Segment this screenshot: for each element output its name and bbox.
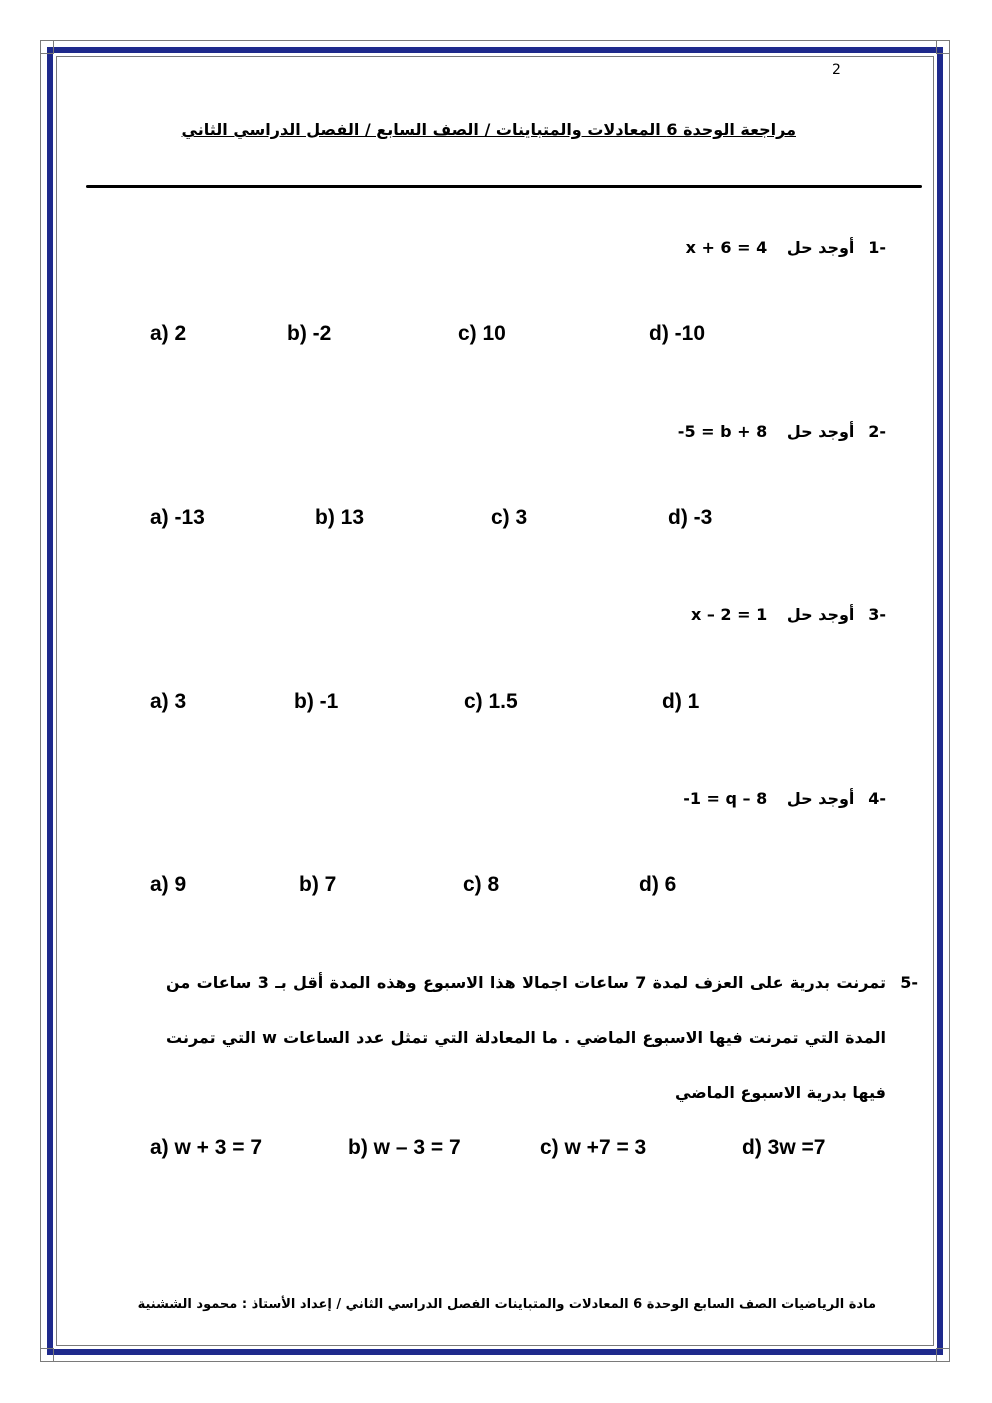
- question-number: -3: [868, 605, 886, 624]
- question-equation: x + 6 = 4: [685, 238, 768, 257]
- question-prompt: أوجد حل: [786, 422, 855, 441]
- choice-b[interactable]: b) -1: [294, 690, 339, 713]
- choice-a[interactable]: a) w + 3 = 7: [150, 1136, 263, 1159]
- choice-d[interactable]: d) 1: [662, 690, 700, 713]
- choice-d[interactable]: d) -10: [649, 322, 706, 345]
- choice-c[interactable]: c) 1.5: [464, 690, 518, 713]
- page-title: مراجعة الوحدة 6 المعادلات والمتباينات / الصف السابع / الفصل الدراسي الثاني: [181, 120, 796, 139]
- question-prompt: أوجد حل: [786, 238, 855, 257]
- choices-4: [0, 873, 992, 903]
- question-1: [686, 238, 886, 257]
- question-5: [166, 955, 918, 1120]
- border-corner-top-left: [40, 40, 54, 54]
- choices-1: [0, 322, 992, 352]
- question-number: -1: [868, 238, 886, 257]
- title-divider: [86, 185, 922, 188]
- choice-a[interactable]: a) -13: [150, 506, 205, 529]
- border-corner-bottom-left: [40, 1348, 54, 1362]
- question-equation: -5 = b + 8: [677, 422, 768, 441]
- question-equation: x – 2 = 1: [690, 605, 768, 624]
- question-number: -2: [868, 422, 886, 441]
- choice-c[interactable]: c) 3: [491, 506, 528, 529]
- question-3: [691, 605, 886, 624]
- border-corner-bottom-right: [936, 1348, 950, 1362]
- page-number: 2: [832, 62, 841, 78]
- choice-c[interactable]: c) 10: [458, 322, 506, 345]
- choice-d[interactable]: d) -3: [668, 506, 713, 529]
- question-number: -4: [868, 789, 886, 808]
- question-text: تمرنت بدرية على العزف لمدة 7 ساعات اجمالا هذا الاسبوع وهذه المدة أقل بـ 3 ساعات من المدة التي تمرنت فيها الاسبوع الماضي . ما المعادلة التي تمثل عدد الساعات w التي تمرنت فيها بدرية الاسبوع الماضي: [166, 973, 886, 1102]
- question-4: [683, 789, 886, 808]
- choices-5: [0, 1136, 992, 1166]
- choice-a[interactable]: a) 9: [150, 873, 187, 896]
- choices-2: [0, 506, 992, 536]
- choice-b[interactable]: b) -2: [287, 322, 332, 345]
- choice-a[interactable]: a) 2: [150, 322, 187, 345]
- question-number: -5: [900, 973, 918, 992]
- choices-3: [0, 690, 992, 720]
- choice-b[interactable]: b) 7: [299, 873, 337, 896]
- choice-a[interactable]: a) 3: [150, 690, 187, 713]
- question-2: [678, 422, 886, 441]
- question-equation: -1 = q – 8: [683, 789, 768, 808]
- choice-d[interactable]: d) 6: [639, 873, 677, 896]
- question-prompt: أوجد حل: [786, 605, 855, 624]
- page-footer: مادة الرياضيات الصف السابع الوحدة 6 المعادلات والمتباينات الفصل الدراسي الثاني / إعداد الأستاذ : محمود الششنية: [137, 1297, 876, 1312]
- question-prompt: أوجد حل: [786, 789, 855, 808]
- choice-b[interactable]: b) w – 3 = 7: [348, 1136, 461, 1159]
- choice-c[interactable]: c) 8: [463, 873, 500, 896]
- choice-d[interactable]: d) 3w =7: [742, 1136, 826, 1159]
- border-corner-top-right: [936, 40, 950, 54]
- choice-b[interactable]: b) 13: [315, 506, 365, 529]
- choice-c[interactable]: c) w +7 = 3: [540, 1136, 647, 1159]
